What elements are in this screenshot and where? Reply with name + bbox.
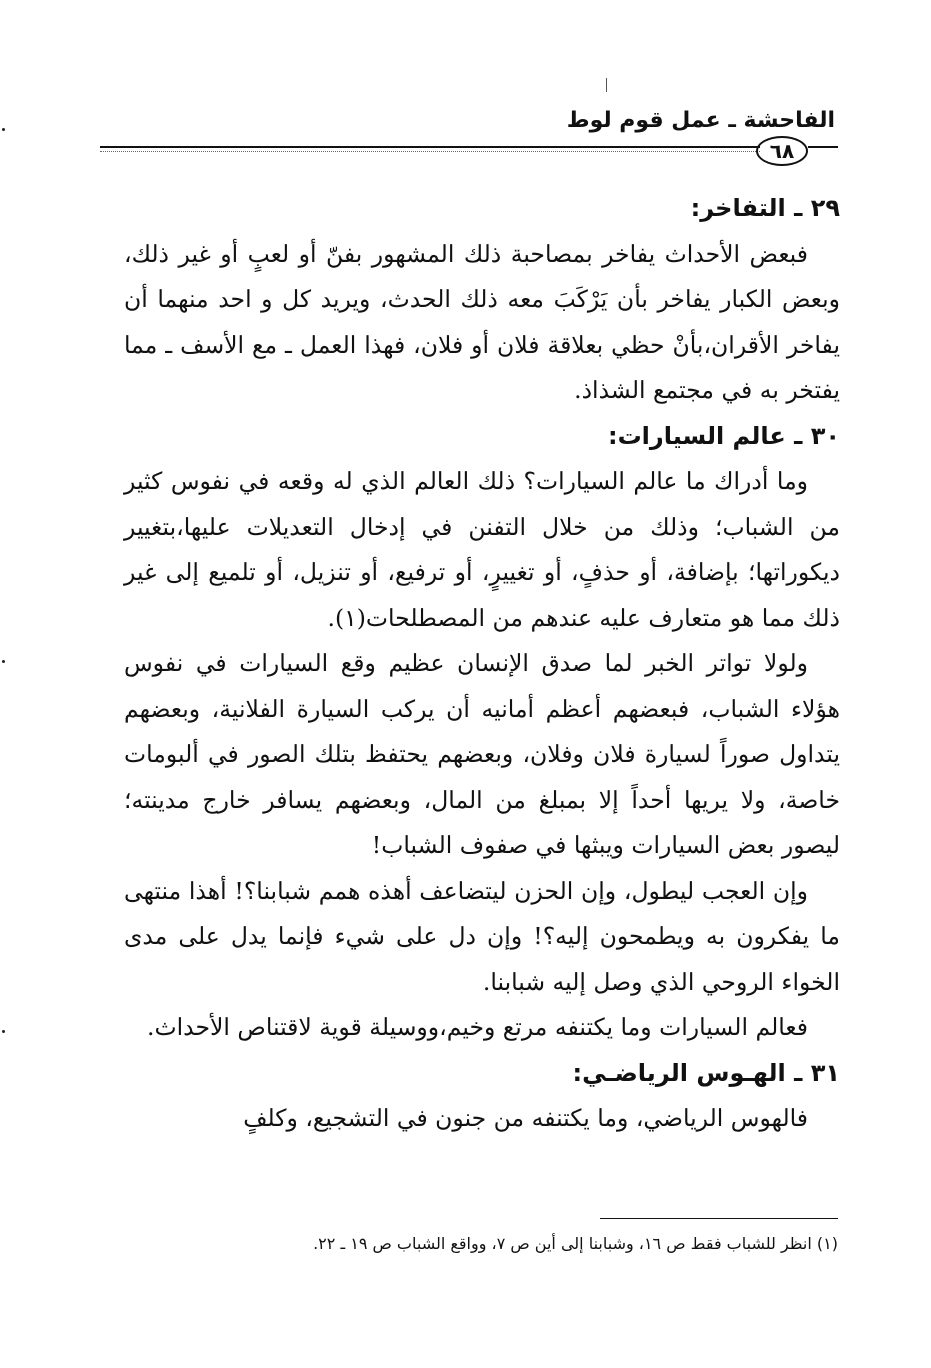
paragraph: وإن العجب ليطول، وإن الحزن ليتضاعف أهذه همم شبابنا؟! أهذا منتهى ما يفكرون به ويطمحون إليه؟! وإن دل على شيء فإنما يدل على مدى الخواء الروحي الذي وصل إليه شبابنا.	[124, 876, 840, 996]
section-heading: ٢٩ ـ التفاخر:	[690, 194, 840, 222]
paragraph: فعالم السيارات وما يكتنفه مرتع وخيم،ووسيلة قوية لاقتناص الأحداث.	[147, 1013, 808, 1041]
page-number: ٦٨	[756, 136, 808, 166]
body-text	[124, 186, 840, 1142]
paragraph: فبعض الأحداث يفاخر بمصاحبة ذلك المشهور بفنّ أو لعبٍ أو غير ذلك، وبعض الكبار يفاخر بأن يَرْكَبَ معه ذلك الحدث، ويريد كل و احد منهما أن يفاخر الأقران،بأنْ حظي بعلاقة فلان أو فلان، فهذا العمل ـ مع الأسف ـ مما يفتخر به في مجتمع الشذاذ.	[124, 239, 840, 404]
margin-mark	[2, 660, 5, 663]
section-30	[124, 414, 840, 1051]
section-heading: ٣٠ ـ عالم السيارات:	[607, 421, 840, 450]
margin-mark	[2, 1030, 5, 1033]
section-heading: ٣١ ـ الهـوس الرياضـي:	[572, 1058, 840, 1087]
footnote-rule	[600, 1218, 838, 1219]
paragraph: فالهوس الرياضي، وما يكتنفه من جنون في التشجيع، وكلفٍ	[243, 1104, 808, 1132]
paragraph: ولولا تواتر الخبر لما صدق الإنسان عظيم وقع السيارات في نفوس هؤلاء الشباب، فبعضهم أعظم أمانيه أن يركب السيارة الفلانية، وبعضهم يتداول صوراً لسيارة فلان وفلان، وبعضهم يحتفظ بتلك الصور في ألبومات خاصة، ولا يريها أحداً إلا بمبلغ من المال، وبعضهم يسافر خارج مدينته؛ ليصور بعض السيارات ويبثها في صفوف الشباب!	[124, 649, 840, 859]
header-rule	[100, 146, 760, 148]
header-rule-right	[808, 146, 838, 148]
footnote: (١) انظر للشباب فقط ص ١٦، وشبابنا إلى أين ص ٧، وواقع الشباب ص ١٩ ـ ٢٢.	[313, 1234, 838, 1253]
margin-mark	[2, 128, 5, 131]
section-31	[124, 1051, 840, 1142]
section-29	[124, 186, 840, 414]
paragraph: وما أدراك ما عالم السيارات؟ ذلك العالم الذي له وقعه في نفوس كثير من الشباب؛ وذلك من خلال التفنن في إدخال التعديلات عليها،بتغيير ديكوراتها؛ بإضافة، أو حذفٍ، أو تغييرٍ، أو ترفيع، أو تنزيل، أو تلميع إلى غير ذلك مما هو متعارف عليه عندهم من المصطلحات(١).	[124, 467, 840, 632]
running-head: الفاحشة ـ عمل قوم لوط	[566, 108, 835, 133]
crop-mark	[606, 78, 607, 92]
